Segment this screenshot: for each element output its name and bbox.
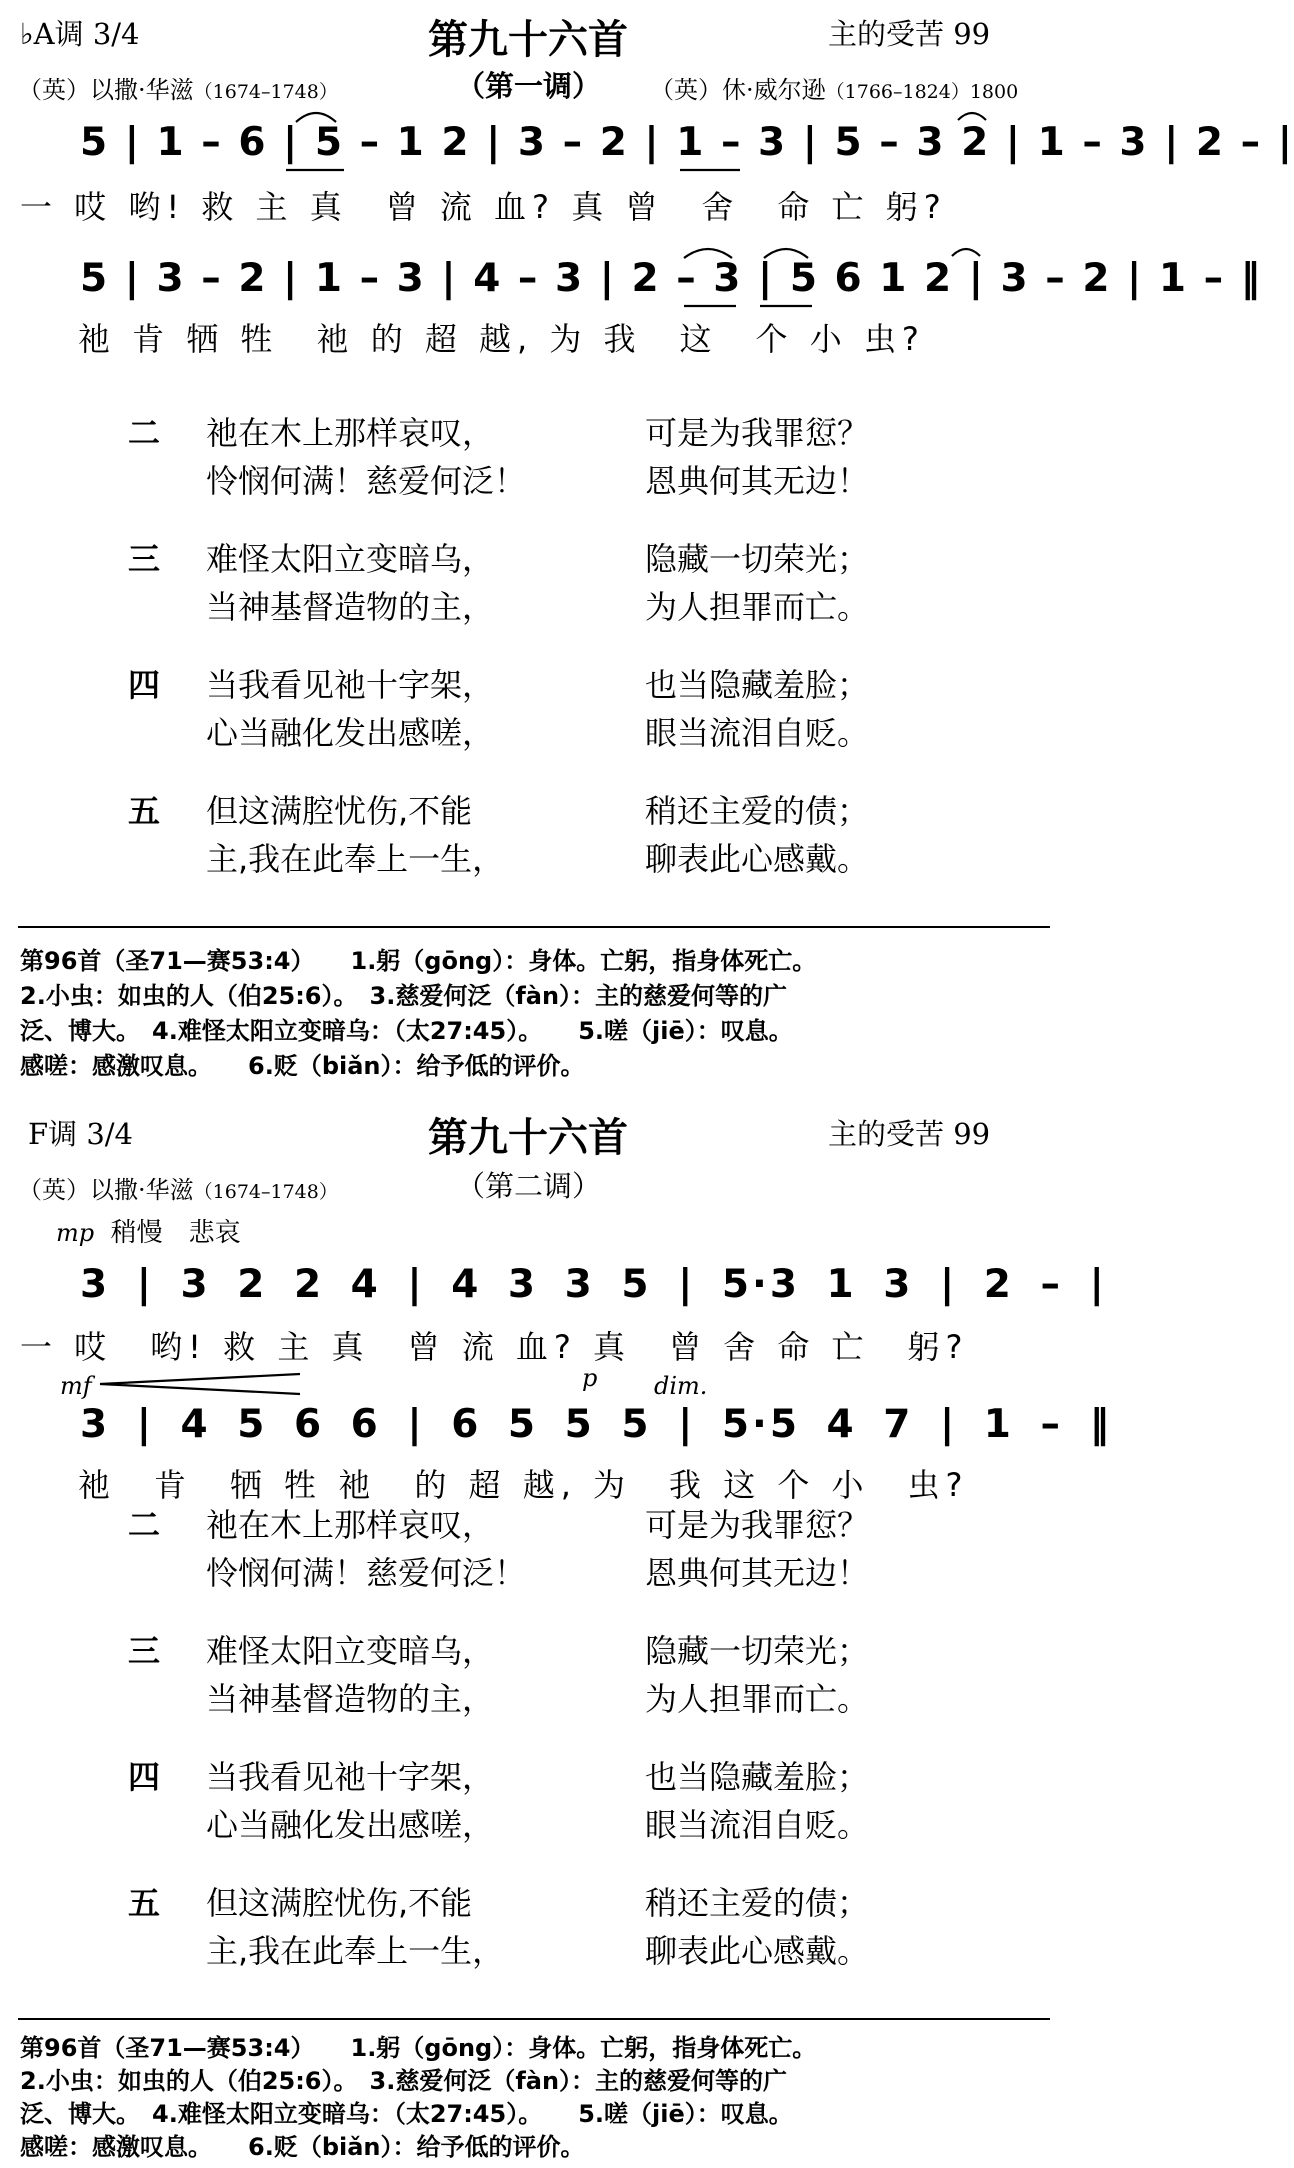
footnote-line: 2.小虫：如虫的人（伯25:6）。 3.慈爱何泛（fàn）：主的慈爱何等的广 bbox=[20, 2067, 788, 2095]
verse-number: 二 bbox=[128, 1506, 161, 1544]
verse-line: 稍还主爱的债； bbox=[645, 792, 870, 830]
verse-line: 隐藏一切荣光； bbox=[645, 1632, 870, 1670]
verse-line: 当我看见祂十字架， bbox=[206, 666, 495, 704]
tune-subtitle: （第二调） bbox=[456, 1169, 602, 1203]
lyricist-credit: （英）以撒·华滋（1674–1748） bbox=[18, 1176, 338, 1204]
verse-line: 当神基督造物的主， bbox=[206, 588, 495, 626]
verse-line: 怜悯何满！慈爱何泛！ bbox=[206, 462, 527, 500]
verse-line: 当我看见祂十字架， bbox=[206, 1758, 495, 1796]
divider bbox=[18, 2018, 1050, 2020]
verse-number: 三 bbox=[128, 1632, 161, 1670]
notation-line-2: 3 | 4 5 6 6 | 6 5 5 5 | 5·5 4 7 | 1 – ‖ bbox=[80, 1402, 1113, 1447]
footnote-line: 泛、博大。 4.难怪太阳立变暗乌：（太27:45）。 5.嗟（jiē）：叹息。 bbox=[20, 2100, 793, 2128]
verse-line: 但这满腔忧伤,不能 bbox=[206, 792, 473, 830]
verse-number: 四 bbox=[128, 666, 161, 704]
verse-line: 难怪太阳立变暗乌， bbox=[206, 1632, 495, 1670]
tune-subtitle: （第一调） bbox=[456, 69, 602, 103]
crescendo-hairpin bbox=[100, 1374, 300, 1394]
tempo-marking: mp 稍慢 悲哀 bbox=[56, 1218, 241, 1248]
composer-credit: （英）休·威尔逊（1766–1824）1800 bbox=[650, 76, 1019, 104]
lyricist-credit: （英）以撒·华滋（1674–1748） bbox=[18, 76, 338, 104]
verse-line: 祂在木上那样哀叹， bbox=[206, 1506, 495, 1544]
verse-line: 但这满腔忧伤,不能 bbox=[206, 1884, 473, 1922]
verse-line: 也当隐藏羞脸； bbox=[645, 1758, 870, 1796]
verse-number: 五 bbox=[128, 792, 161, 830]
verse-line: 心当融化发出感嗟， bbox=[206, 714, 495, 752]
verse-line: 心当融化发出感嗟， bbox=[206, 1806, 495, 1844]
verse-line: 隐藏一切荣光； bbox=[645, 540, 870, 578]
verse-line: 怜悯何满！慈爱何泛！ bbox=[206, 1554, 527, 1592]
footnote-line: 第96首（圣71—赛53:4） 1.躬（gōng）：身体。亡躬，指身体死亡。 bbox=[20, 2034, 817, 2062]
verse-line: 主,我在此奉上一生， bbox=[206, 1932, 505, 1970]
dynamic-mf: mf bbox=[60, 1372, 92, 1400]
lyrics-line-2: 祂 肯 牺 牲 祂 的 超 越, 为 我 这 个 小 虫? bbox=[78, 1466, 969, 1504]
verse-line: 难怪太阳立变暗乌， bbox=[206, 540, 495, 578]
footnote-line: 感嗟：感激叹息。 6.贬（biǎn）：给予低的评价。 bbox=[20, 1052, 585, 1080]
lyrics-line-1: 一 哎 哟! 救 主 真 曾 流 血? 真 曾 舍 命 亡 躬? bbox=[20, 188, 947, 226]
verse-line: 恩典何其无边！ bbox=[645, 1554, 870, 1592]
verse-line: 恩典何其无边！ bbox=[645, 462, 870, 500]
verse-line: 可是为我罪愆？ bbox=[645, 414, 870, 452]
footnote-line: 2.小虫：如虫的人（伯25:6）。 3.慈爱何泛（fàn）：主的慈爱何等的广 bbox=[20, 982, 788, 1010]
divider bbox=[18, 926, 1050, 928]
verse-line: 当神基督造物的主， bbox=[206, 1680, 495, 1718]
verse-line: 可是为我罪愆？ bbox=[645, 1506, 870, 1544]
footnote-line: 第96首（圣71—赛53:4） 1.躬（gōng）：身体。亡躬，指身体死亡。 bbox=[20, 947, 817, 975]
verse-line: 祂在木上那样哀叹， bbox=[206, 414, 495, 452]
verse-line: 为人担罪而亡。 bbox=[645, 588, 870, 626]
fermata-mark bbox=[958, 113, 986, 120]
verse-number: 二 bbox=[128, 414, 161, 452]
footnote-line: 感嗟：感激叹息。 6.贬（biǎn）：给予低的评价。 bbox=[20, 2133, 585, 2161]
hymn-category: 主的受苦 99 bbox=[828, 1117, 991, 1151]
verse-line: 聊表此心感戴。 bbox=[645, 1932, 870, 1970]
key-signature: F调 3/4 bbox=[28, 1117, 134, 1151]
key-signature: ♭A调 3/4 bbox=[20, 17, 140, 51]
verse-line: 也当隐藏羞脸； bbox=[645, 666, 870, 704]
notation-line-2: 5 | 3 – 2 | 1 – 3 | 4 – 3 | 2 – 3 | 5 6 1 2 | 3 – 2 | 1 – ‖ bbox=[80, 256, 1263, 301]
dynamic-p: p bbox=[582, 1364, 598, 1392]
footnote-line: 泛、博大。 4.难怪太阳立变暗乌：（太27:45）。 5.嗟（jiē）：叹息。 bbox=[20, 1017, 793, 1045]
fermata-mark bbox=[952, 249, 980, 256]
verse-number: 四 bbox=[128, 1758, 161, 1796]
verse-line: 主,我在此奉上一生， bbox=[206, 840, 505, 878]
verse-line: 眼当流泪自贬。 bbox=[645, 714, 870, 752]
notation-line-1: 3 | 3 2 2 4 | 4 3 3 5 | 5·3 1 3 | 2 – | bbox=[80, 1262, 1107, 1307]
hymn-title: 第九十六首 bbox=[428, 17, 628, 63]
verse-line: 稍还主爱的债； bbox=[645, 1884, 870, 1922]
hymn-title: 第九十六首 bbox=[428, 1115, 628, 1161]
verse-line: 眼当流泪自贬。 bbox=[645, 1806, 870, 1844]
verse-number: 五 bbox=[128, 1884, 161, 1922]
hymn-category: 主的受苦 99 bbox=[828, 17, 991, 51]
verse-line: 聊表此心感戴。 bbox=[645, 840, 870, 878]
verse-number: 三 bbox=[128, 540, 161, 578]
lyrics-line-1: 一 哎 哟! 救 主 真 曾 流 血? 真 曾 舍 命 亡 躬? bbox=[20, 1328, 969, 1366]
verse-line: 为人担罪而亡。 bbox=[645, 1680, 870, 1718]
lyrics-line-2: 祂 肯 牺 牲 祂 的 超 越, 为 我 这 个 小 虫? bbox=[78, 320, 925, 358]
notation-line-1: 5 | 1 – 6 | 5 – 1 2 | 3 – 2 | 1 – 3 | 5 – 3 2 | 1 – 3 | 2 – | bbox=[80, 120, 1294, 165]
dynamic-dim: dim. bbox=[654, 1372, 708, 1400]
